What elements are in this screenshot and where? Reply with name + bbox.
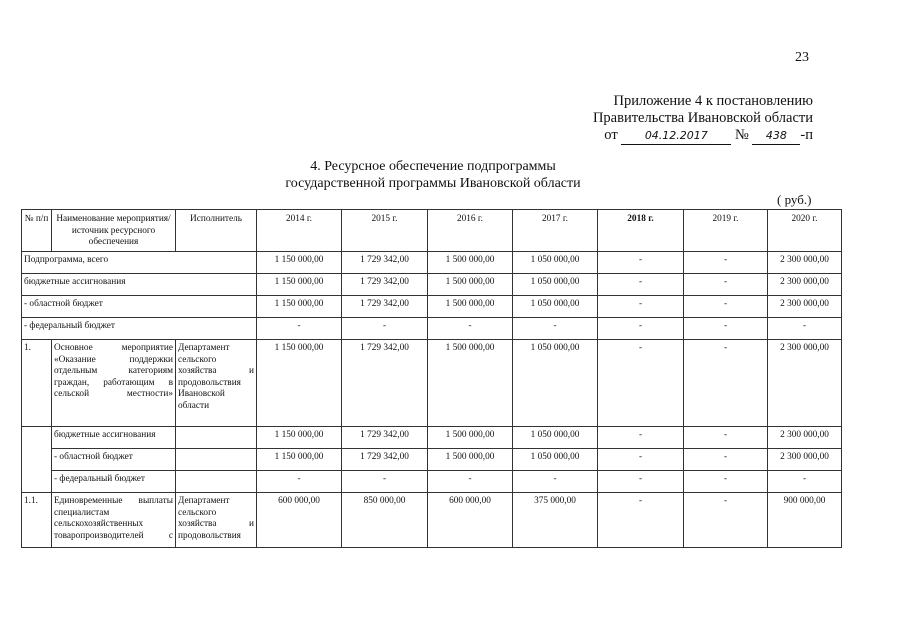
value-cell: - [684,493,768,548]
row-number: 1. [22,340,52,427]
value-cell: 1 050 000,00 [513,252,598,274]
value-cell: 1 050 000,00 [513,449,598,471]
value-cell: 1 729 342,00 [342,274,428,296]
value-cell: 1 729 342,00 [342,449,428,471]
header-year: 2017 г. [513,210,598,252]
value-cell: - [598,493,684,548]
row-label: бюджетные ассигнования [22,274,257,296]
value-cell: - [684,427,768,449]
approval-line-3 [593,127,813,145]
value-cell: - [342,318,428,340]
table-row [22,340,842,427]
value-cell: - [684,449,768,471]
value-cell: - [684,296,768,318]
value-cell: 1 500 000,00 [428,252,513,274]
executor-cell: Департамент сельского хозяйства и продовольствия [176,493,257,548]
table-row [22,471,842,493]
value-cell: 2 300 000,00 [768,274,842,296]
header-year: 2016 г. [428,210,513,252]
value-cell: 1 500 000,00 [428,427,513,449]
value-cell: - [768,318,842,340]
value-cell: - [513,318,598,340]
value-cell: - [598,340,684,427]
table-row [22,296,842,318]
value-cell: 1 500 000,00 [428,340,513,427]
value-cell: - [257,471,342,493]
header-year: 2019 г. [684,210,768,252]
value-cell: 2 300 000,00 [768,427,842,449]
value-cell: - [342,471,428,493]
value-cell: 2 300 000,00 [768,449,842,471]
header-year: 2014 г. [257,210,342,252]
row-label: - областной бюджет [22,296,257,318]
value-cell: - [513,471,598,493]
row-label: - федеральный бюджет [22,318,257,340]
value-cell: 1 050 000,00 [513,274,598,296]
table-row [22,449,842,471]
title-line-1: 4. Ресурсное обеспечение подпрограммы [310,159,556,174]
value-cell: 1 050 000,00 [513,340,598,427]
row-label: бюджетные ассигнования [52,427,176,449]
table-row [22,427,842,449]
value-cell: 1 729 342,00 [342,427,428,449]
value-cell: 1 150 000,00 [257,252,342,274]
header-year: 2015 г. [342,210,428,252]
value-cell: 1 500 000,00 [428,296,513,318]
value-cell: 1 050 000,00 [513,296,598,318]
header-executor: Исполнитель [176,210,257,252]
value-cell: 375 000,00 [513,493,598,548]
approval-block [593,93,813,145]
row-number: 1.1. [22,493,52,548]
value-cell: 1 729 342,00 [342,340,428,427]
units-label: ( руб.) [777,192,812,207]
resource-table [21,209,842,548]
approval-line-2: Правительства Ивановской области [592,110,813,126]
value-cell: - [598,449,684,471]
value-cell: 2 300 000,00 [768,252,842,274]
approval-number: 438 [752,129,800,145]
value-cell: 2 300 000,00 [768,296,842,318]
table-row [22,252,842,274]
value-cell: 2 300 000,00 [768,340,842,427]
value-cell: - [598,318,684,340]
value-cell: 1 150 000,00 [257,340,342,427]
value-cell: 1 050 000,00 [513,427,598,449]
approval-from: от [604,127,618,143]
approval-number-sign: № [734,127,749,143]
value-cell: 850 000,00 [342,493,428,548]
value-cell: 1 500 000,00 [428,274,513,296]
value-cell: - [428,318,513,340]
header-name: Наименование мероприятия/источник ресурсного обеспечения [52,210,176,252]
activity-name: Единовременные выплаты специалистам сельскохозяйственных товаропроизводителей с [52,493,176,548]
table-row [22,318,842,340]
empty-executor-cell [176,449,257,471]
value-cell: - [598,471,684,493]
value-cell: 1 729 342,00 [342,252,428,274]
table-row [22,493,842,548]
value-cell: - [428,471,513,493]
page-number: 23 [795,50,809,65]
activity-name: Основное мероприятие «Оказание поддержки отдельным категориям граждан, работающим в сельской местности» [52,340,176,427]
value-cell: - [684,252,768,274]
table-row [22,274,842,296]
value-cell: 1 500 000,00 [428,449,513,471]
value-cell: - [598,296,684,318]
value-cell: - [684,340,768,427]
empty-num-cell [22,427,52,493]
value-cell: 1 150 000,00 [257,274,342,296]
value-cell: - [768,471,842,493]
title-line-2: государственной программы Ивановской области [285,176,581,191]
value-cell: 1 150 000,00 [257,296,342,318]
header-num: № п/п [22,210,52,252]
value-cell: 600 000,00 [428,493,513,548]
row-label: - областной бюджет [52,449,176,471]
value-cell: - [257,318,342,340]
approval-line-1: Приложение 4 к постановлению [613,93,813,109]
value-cell: 1 150 000,00 [257,449,342,471]
value-cell: 1 729 342,00 [342,296,428,318]
document-title [268,158,598,192]
value-cell: 600 000,00 [257,493,342,548]
executor-cell: Департамент сельского хозяйства и продовольствия Ивановской области [176,340,257,427]
empty-executor-cell [176,471,257,493]
value-cell: - [684,274,768,296]
empty-executor-cell [176,427,257,449]
approval-date: 04.12.2017 [621,129,731,145]
value-cell: 1 150 000,00 [257,427,342,449]
row-label: - федеральный бюджет [52,471,176,493]
row-label: Подпрограмма, всего [22,252,257,274]
value-cell: 900 000,00 [768,493,842,548]
value-cell: - [598,427,684,449]
header-year: 2018 г. [598,210,684,252]
value-cell: - [598,274,684,296]
approval-suffix: -п [800,127,813,143]
value-cell: - [684,471,768,493]
table-header-row [22,210,842,252]
value-cell: - [598,252,684,274]
value-cell: - [684,318,768,340]
header-year: 2020 г. [768,210,842,252]
